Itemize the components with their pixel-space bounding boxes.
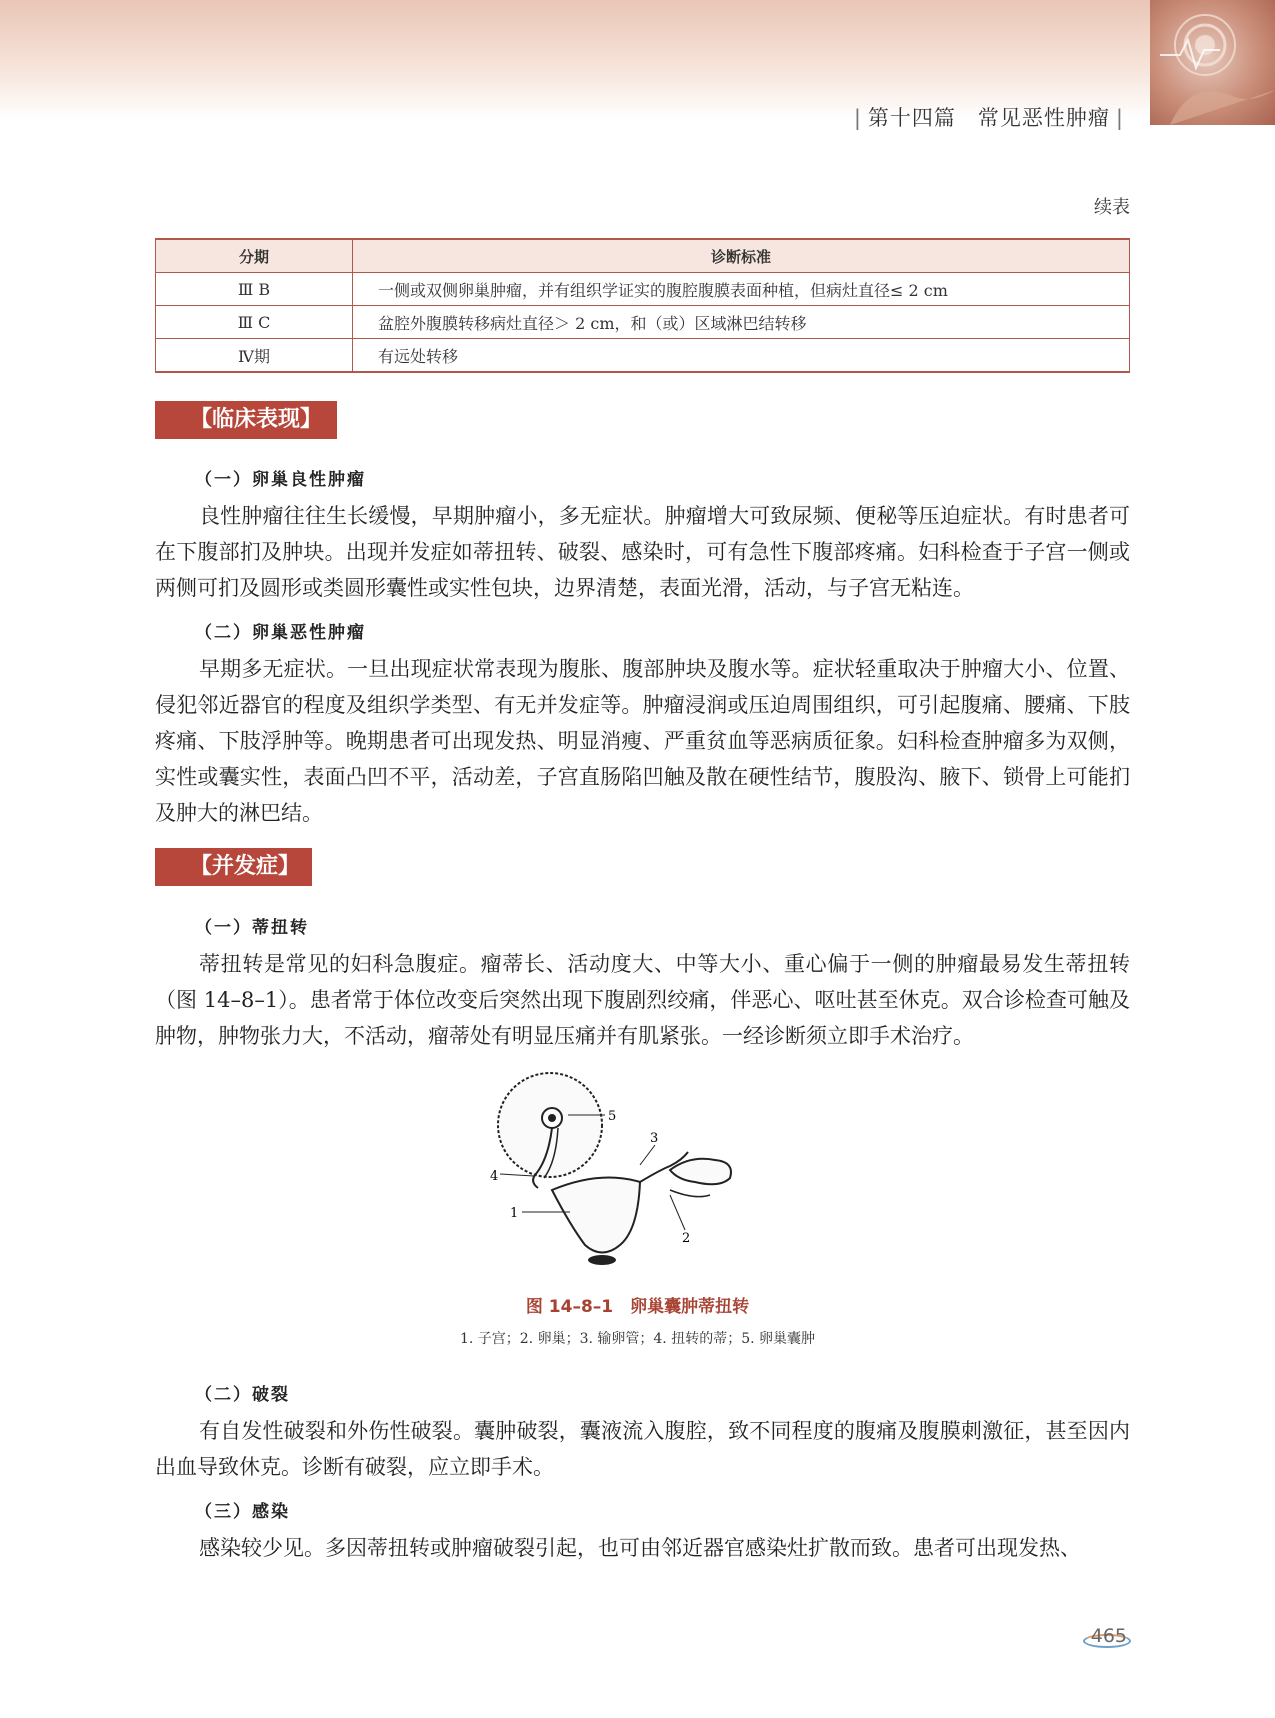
leader-line-3 bbox=[640, 1145, 655, 1165]
corner-decoration bbox=[1150, 0, 1275, 125]
header-bar-left: | bbox=[853, 106, 862, 130]
subheading-torsion: （一）蒂扭转 bbox=[195, 918, 309, 938]
page-number: 465 bbox=[1090, 1625, 1127, 1647]
column-header-stage: 分期 bbox=[156, 239, 353, 273]
cyst-core-shape bbox=[548, 1114, 556, 1122]
criteria-cell: 盆腔外腹膜转移病灶直径＞ 2 cm，和（或）区域淋巴结转移 bbox=[353, 306, 1130, 339]
ovary-shape bbox=[670, 1190, 710, 1197]
paragraph-malignant: 早期多无症状。一旦出现症状常表现为腹胀、腹部肿块及腹水等。症状轻重取决于肿瘤大小、位置、侵犯邻近器官的程度及组织学类型、有无并发症等。肿瘤浸润或压迫周围组织，可引起腹痛、腰痛、下肢疼痛、下肢浮肿等。晚期患者可出现发热、明显消瘦、严重贫血等恶病质征象。妇科检查肿瘤多为双侧，实性或囊实性，表面凸凹不平，活动差，子宫直肠陷凹触及散在硬性结节，腹股沟、腋下、锁骨上可能扪及肿大的淋巴结。 bbox=[155, 657, 1130, 825]
paragraph-rupture: 有自发性破裂和外伤性破裂。囊肿破裂，囊液流入腹腔，致不同程度的腹痛及腹膜刺激征，甚至因内出血导致休克。诊断有破裂，应立即手术。 bbox=[155, 1419, 1130, 1479]
cervix-shape bbox=[588, 1255, 616, 1265]
subheading-infection: （三）感染 bbox=[195, 1502, 290, 1522]
criteria-cell: 一侧或双侧卵巢肿瘤，并有组织学证实的腹腔腹膜表面种植，但病灶直径≤ 2 cm bbox=[353, 273, 1130, 306]
subheading-benign: （一）卵巢良性肿瘤 bbox=[195, 470, 366, 490]
paragraph-infection: 感染较少见。多因蒂扭转或肿瘤破裂引起，也可由邻近器官感染灶扩散而致。患者可出现发热、 bbox=[199, 1536, 1081, 1560]
staging-table bbox=[155, 238, 1130, 373]
table-row bbox=[156, 273, 1130, 306]
criteria-cell: 有远处转移 bbox=[353, 339, 1130, 373]
figure-label-3: 3 bbox=[650, 1131, 659, 1146]
figure-label-5: 5 bbox=[608, 1109, 617, 1124]
ovarian-torsion-figure bbox=[490, 1070, 810, 1285]
stage-cell: Ⅲ B bbox=[156, 273, 353, 306]
figure-legend: 1. 子宫；2. 卵巢；3. 输卵管；4. 扭转的蒂；5. 卵巢囊肿 bbox=[459, 1331, 816, 1347]
fimbria-shape bbox=[670, 1159, 731, 1185]
paragraph-torsion: 蒂扭转是常见的妇科急腹症。瘤蒂长、活动度大、中等大小、重心偏于一侧的肿瘤最易发生蒂扭转（图 14–8–1）。患者常于体位改变后突然出现下腹剧烈绞痛，伴恶心、呕吐甚至休克。双合诊检查可触及肿物，肿物张力大，不活动，瘤蒂处有明显压痛并有肌紧张。一经诊断须立即手术治疗。 bbox=[155, 952, 1130, 1048]
subheading-malignant: （二）卵巢恶性肿瘤 bbox=[195, 623, 366, 643]
paragraph-benign: 良性肿瘤往往生长缓慢，早期肿瘤小，多无症状。肿瘤增大可致尿频、便秘等压迫症状。有时患者可在下腹部扪及肿块。出现并发症如蒂扭转、破裂、感染时，可有急性下腹部疼痛。妇科检查于子宫一侧或两侧可扪及圆形或类圆形囊性或实性包块，边界清楚，表面光滑，活动，与子宫无粘连。 bbox=[155, 504, 1130, 600]
stage-cell: Ⅲ C bbox=[156, 306, 353, 339]
chapter-title: 第十四篇 常见恶性肿瘤 bbox=[867, 106, 1110, 130]
leader-line-2 bbox=[670, 1195, 685, 1230]
column-header-criteria: 诊断标准 bbox=[353, 239, 1130, 273]
table-row bbox=[156, 339, 1130, 373]
header-bar-right: | bbox=[1115, 106, 1124, 130]
section-heading-clinical: 【临床表现】 bbox=[155, 401, 337, 439]
stage-cell: Ⅳ期 bbox=[156, 339, 353, 373]
figure-label-1: 1 bbox=[510, 1206, 519, 1221]
table-row bbox=[156, 306, 1130, 339]
figure-label-4: 4 bbox=[490, 1169, 499, 1184]
leader-line-4 bbox=[500, 1174, 534, 1176]
chapter-header bbox=[848, 102, 1130, 132]
subheading-rupture: （二）破裂 bbox=[195, 1385, 290, 1405]
figure-label-2: 2 bbox=[682, 1231, 691, 1246]
table-header-row bbox=[156, 239, 1130, 273]
figure-caption: 图 14–8–1 卵巢囊肿蒂扭转 bbox=[525, 1297, 750, 1317]
uterus-shape bbox=[552, 1178, 640, 1253]
section-heading-complications: 【并发症】 bbox=[155, 848, 312, 886]
table-continued-label: 续表 bbox=[1094, 197, 1130, 218]
stethoscope-icon bbox=[1150, 0, 1275, 125]
